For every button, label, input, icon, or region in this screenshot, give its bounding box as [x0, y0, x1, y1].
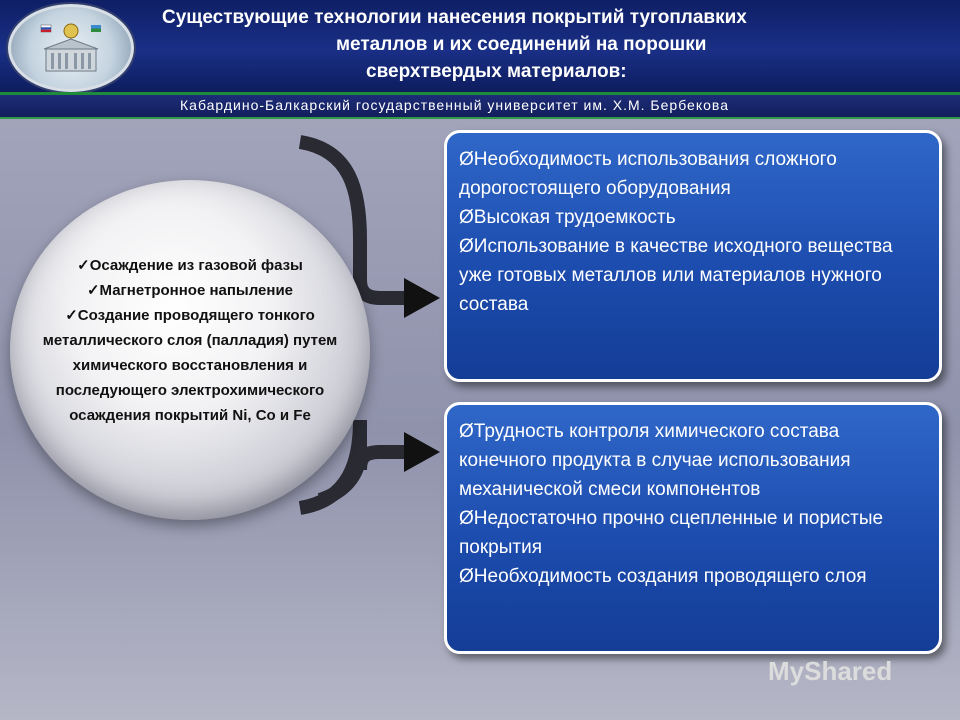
drawback-item: ØНедостаточно прочно сцепленные и пористые покрытия	[459, 508, 884, 558]
bullet-arrow-icon: Ø	[459, 236, 474, 257]
drawback-item: ØВысокая трудоемкость	[459, 207, 676, 228]
title-line-1: Существующие технологии нанесения покрытий тугоплавких	[162, 7, 747, 28]
building-icon	[11, 7, 131, 89]
drawback-item: ØТрудность контроля химического состава конечного продукта в случае использования механической смеси компонентов	[459, 421, 851, 500]
slide-title	[140, 4, 940, 85]
university-subheader	[0, 95, 960, 119]
title-line-2: металлов и их соединений на порошки	[336, 34, 707, 55]
drawback-item: ØИспользование в качестве исходного вещества уже готовых металлов или материалов нужного состава	[459, 236, 893, 315]
drawbacks-box-2	[444, 402, 942, 654]
drawback-item: ØНеобходимость использования сложного дорогостоящего оборудования	[459, 149, 837, 199]
bullet-arrow-icon: Ø	[459, 508, 474, 529]
lower-arrow-head-icon	[404, 432, 440, 472]
bullet-arrow-icon: Ø	[459, 566, 474, 587]
method-item: ✓Осаждение из газовой фазы	[77, 257, 303, 274]
myshared-watermark	[768, 656, 892, 687]
drawbacks-box-1	[444, 130, 942, 382]
methods-list	[10, 253, 370, 428]
university-logo-icon	[8, 4, 134, 92]
bullet-arrow-icon: Ø	[459, 149, 474, 170]
drawback-item: ØНеобходимость создания проводящего слоя	[459, 566, 867, 587]
watermark-text: MyShared	[768, 656, 893, 686]
title-line-3: сверхтвердых материалов:	[366, 61, 627, 82]
method-item: ✓Создание проводящего тонкого металлического слоя (палладия) путем химического восстановления и последующего электрохимического осаждения покрытий Ni, Co и Fe	[42, 307, 338, 424]
bullet-arrow-icon: Ø	[459, 207, 474, 228]
method-item: ✓Магнетронное напыление	[86, 282, 294, 299]
upper-arrow-head-icon	[404, 278, 440, 318]
university-name: Кабардино-Балкарский государственный университет им. Х.М. Бербекова	[180, 97, 729, 113]
bullet-arrow-icon: Ø	[459, 421, 474, 442]
